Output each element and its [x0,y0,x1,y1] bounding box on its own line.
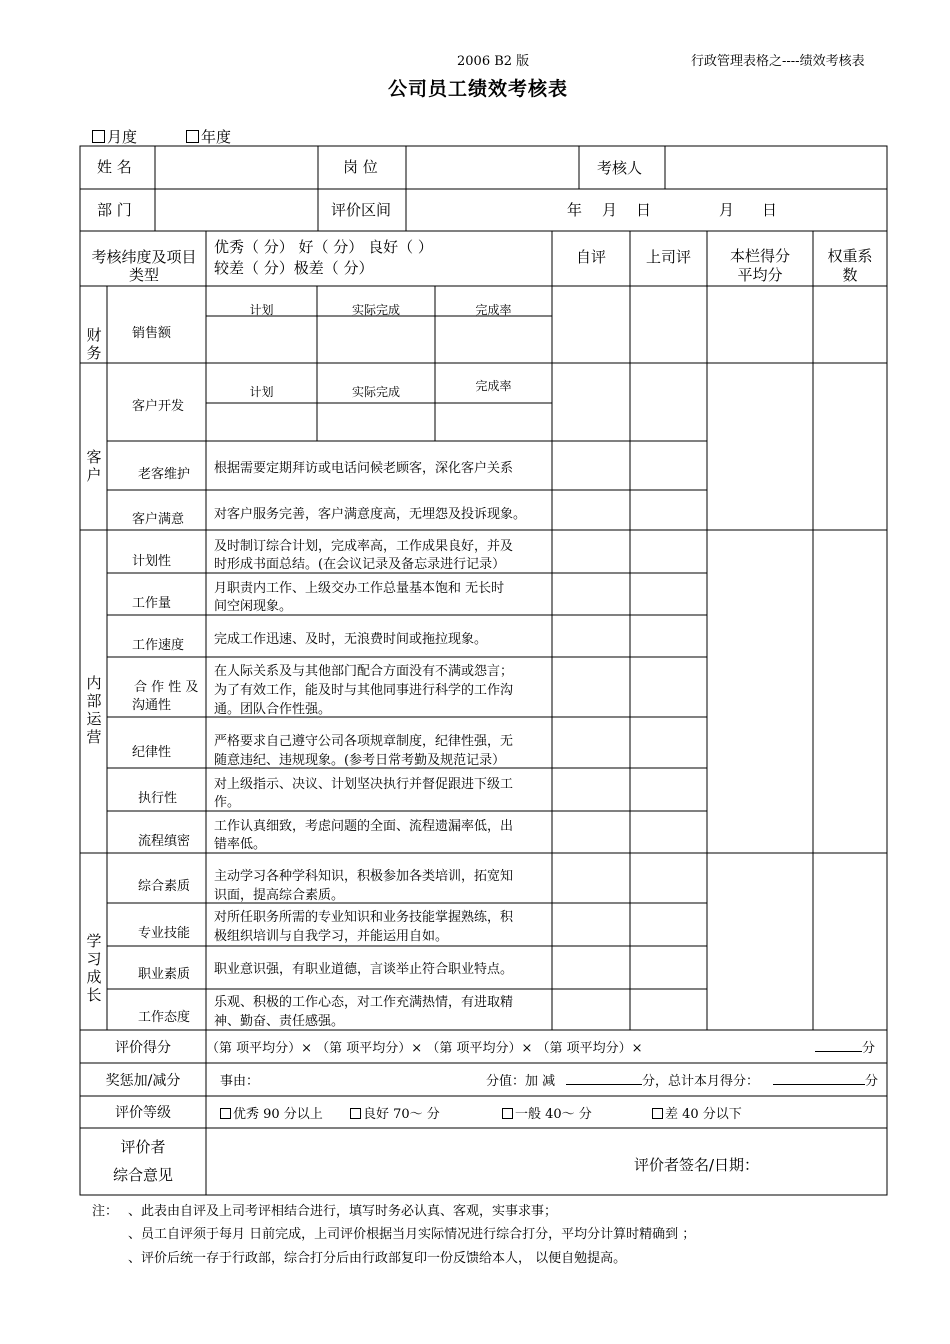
flow-desc-1: 工作认真细致，考虑问题的全面、流程遗漏率低，出 [214,819,514,834]
flow-desc-2: 错率低。 [214,837,267,852]
item-old-cust: 老客维护 [138,467,191,482]
attitude-desc-1: 乐观、积极的工作心态，对工作充满热情，有进取精 [214,995,514,1010]
group-customer: 客户 [86,448,102,484]
date-year: 年 [567,201,583,219]
skill-desc-2: 极组织培训与自我学习，并能运用自如。 [214,929,449,944]
page-title: 公司员工绩效考核表 [388,78,569,100]
post-label: 岗 位 [343,158,378,176]
bonus-total-field[interactable] [773,1073,878,1090]
attitude-desc-2: 神、勤奋、责任感强。 [214,1014,345,1029]
score-unit: 分 [862,1041,876,1056]
category-label: 行政管理表格之----绩效考核表 [691,54,865,69]
date-day-2: 日 [762,201,778,219]
item-sales: 销售额 [132,326,172,341]
scale-line-2: 较差（ 分）极差（ 分） [214,259,374,277]
execution-desc-2: 作。 [214,795,241,810]
skill-desc-1: 对所任职务所需的专业知识和业务技能掌握熟练，积 [214,910,514,925]
item-flow: 流程缜密 [138,834,191,849]
avg-header-1: 本栏得分 [729,247,790,265]
sub-rate: 完成率 [475,379,512,393]
item-attitude: 工作态度 [138,1010,191,1025]
assessor-label: 考核人 [597,159,643,177]
discipline-desc-2: 随意违纪、违规现象。(参考日常考勤及规范记录） [214,753,506,768]
item-execution: 执行性 [138,791,178,806]
planning-desc-1: 及时制订综合计划，完成率高，工作成果良好，并及 [214,539,514,554]
grade-good-option[interactable] [350,1106,440,1123]
grade-poor-option[interactable] [652,1106,742,1123]
old-cust-desc: 根据需要定期拜访或电话问候老顾客，深化客户关系 [214,461,514,476]
grade-poor: 差 40 分以下 [665,1107,742,1122]
bonus-label: 奖惩加/减分 [105,1073,181,1089]
boss-eval-header: 上司评 [645,248,691,266]
sub-actual: 实际完成 [351,303,400,317]
item-discipline: 纪律性 [132,745,172,760]
opinion-label-2: 综合意见 [112,1166,173,1184]
grade-excellent-option[interactable] [220,1106,323,1123]
speed-desc: 完成工作迅速、及时，无浪费时间或拖拉现象。 [214,632,488,647]
grade-normal-option[interactable] [502,1106,592,1123]
quality-desc-1: 主动学习各种学科知识，积极参加各类培训，拓宽知 [214,869,514,884]
execution-desc-1: 对上级指示、决议、计划坚决执行并督促跟进下级工 [214,777,514,792]
item-planning: 计划性 [132,554,172,569]
sub-plan: 计划 [249,303,274,317]
sub-plan: 计划 [249,385,274,399]
date-month-1: 月 [602,201,618,219]
yearly-label: 年度 [201,128,232,146]
quality-desc-2: 识面，提高综合素质。 [214,888,345,903]
signature-label: 评价者签名/日期： [634,1156,760,1174]
self-eval-header: 自评 [575,248,606,266]
score-formula: （第 项平均分）× （第 项平均分）× （第 项平均分）× （第 项平均分）× [206,1041,643,1056]
bonus-unit: 分 [865,1074,879,1089]
item-coop-2: 沟通性 [132,698,172,713]
coop-desc-2: 为了有效工作，能及时与其他同事进行科学的工作沟 [214,683,514,698]
prof-desc: 职业意识强，有职业道德，言谈举止符合职业特点。 [214,962,514,977]
interval-label: 评价区间 [331,201,392,219]
workload-desc-1: 月职责内工作、上级交办工作总量基本饱和 无长时 [214,581,505,596]
dept-label: 部 门 [97,201,132,219]
dimension-header: 考核纬度及项目类型 [91,248,197,284]
checkbox-icon [502,1108,513,1119]
score-total-field[interactable] [815,1040,875,1057]
monthly-label: 月度 [107,128,138,146]
weight-header-2: 数 [842,266,858,284]
bonus-points-field[interactable] [566,1073,759,1090]
sub-rate: 完成率 [475,303,512,317]
checkbox-icon [220,1108,231,1119]
checkbox-icon [350,1108,361,1119]
checkbox-icon [652,1108,663,1119]
item-workload: 工作量 [132,596,172,611]
grade-good: 良好 70～ 分 [363,1107,440,1122]
version-label: 2006 B2 版 [457,54,530,69]
item-skill: 专业技能 [138,926,191,941]
note-line-2: 、员工自评须于每月 日前完成，上司评价根据当月实际情况进行综合打分，平均分计算时精确到 ； [128,1227,696,1242]
name-label: 姓 名 [97,158,132,176]
grade-normal: 一般 40～ 分 [515,1107,592,1122]
grade-label: 评价等级 [115,1105,171,1121]
note-line-3: 、评价后统一存于行政部，综合打分后由行政部复印一份反馈给本人， 以便自勉提高。 [128,1251,627,1266]
note-line-1: 、此表由自评及上司考评相结合进行，填写时务必认真、客观，实事求事； [128,1204,558,1219]
bonus-reason: 事由： [220,1074,260,1089]
planning-desc-2: 时形成书面总结。(在会议记录及备忘录进行记录） [214,557,506,572]
group-learning: 学习成长 [86,932,102,1004]
item-cust-dev: 客户开发 [132,399,185,414]
bonus-mid: 分，总计本月得分： [642,1074,760,1089]
scale-line-1: 优秀（ 分） 好（ 分） 良好（ ） [214,238,433,256]
group-finance: 财务 [86,326,102,362]
satisfaction-desc: 对客户服务完善，客户满意度高，无埋怨及投诉现象。 [214,507,527,522]
group-ops: 内部运营 [86,674,102,746]
date-month-2: 月 [719,201,735,219]
coop-desc-3: 通。团队合作性强。 [214,702,332,717]
bonus-value: 分值：加 减 [486,1074,556,1089]
item-satisfaction: 客户满意 [132,512,185,527]
item-speed: 工作速度 [132,638,185,653]
item-quality: 综合素质 [138,879,191,894]
notes-label: 注： [92,1204,119,1219]
opinion-label-1: 评价者 [120,1138,166,1156]
avg-header-2: 平均分 [737,266,783,284]
item-prof: 职业素质 [138,967,191,982]
discipline-desc-1: 严格要求自己遵守公司各项规章制度，纪律性强，无 [214,734,514,749]
score-label: 评价得分 [115,1040,171,1056]
weight-header-1: 权重系 [827,247,873,265]
grade-excellent: 优秀 90 分以上 [233,1107,323,1122]
date-day-1: 日 [636,201,652,219]
coop-desc-1: 在人际关系及与其他部门配合方面没有不满或怨言； [214,664,514,679]
workload-desc-2: 间空闲现象。 [214,599,293,614]
sub-actual: 实际完成 [351,385,400,399]
item-coop-1: 合 作 性 及 [134,680,199,695]
